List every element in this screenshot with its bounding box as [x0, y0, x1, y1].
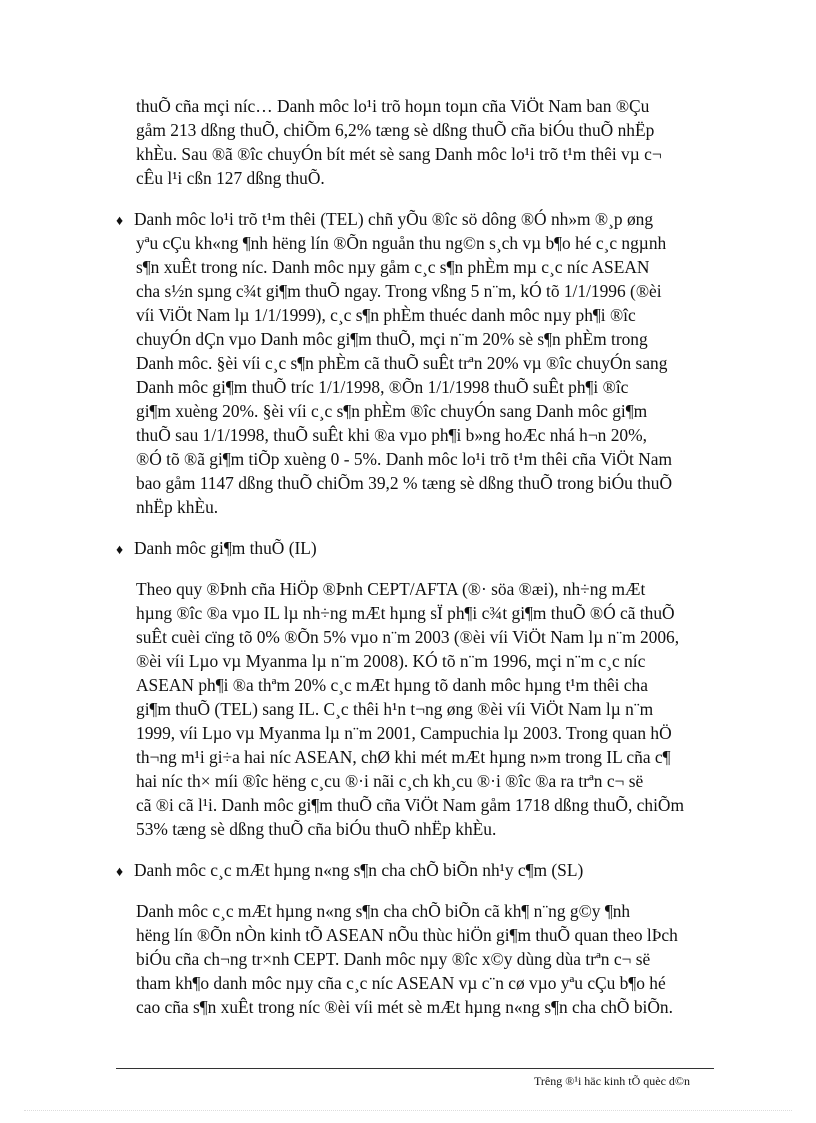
paragraph-line: ®Ó tõ ®ã gi¶m tiÕp xuèng 0 - 5%. Danh môc lo¹i trõ t¹m thêi cña ViÖt Nam: [136, 449, 673, 469]
paragraph-line: nhËp khÈu.: [136, 497, 219, 517]
paragraph-line: thuÕ cña mçi níc… Danh môc lo¹i trõ hoµn toµn cña ViÖt Nam ban ®Çu: [136, 96, 650, 116]
paragraph-line: khÈu. Sau ®ã ®îc chuyÓn bít mét sè sang Danh môc lo¹i trõ t¹m thêi vµ c¬: [136, 144, 662, 164]
paragraph-line: Danh môc c¸c mÆt hµng n«ng s¶n cha chÕ biÕn nh¹y c¶m (SL): [134, 860, 584, 880]
paragraph-line: thuÕ sau 1/1/1998, thuÕ suÊt khi ®a vµo ph¶i b»ng hoÆc nhá h¬n 20%,: [136, 425, 647, 445]
paragraph-indent: [136, 899, 736, 1019]
paragraph-line: yªu cÇu kh«ng ¶nh hëng lín ®Õn nguån thu ng©n s¸ch vµ b¶o hé c¸c ngµnh: [136, 233, 667, 253]
paragraph-line: cao cña s¶n xuÊt trong níc ®èi víi mét sè mÆt hµng n«ng s¶n cha chÕ biÕn.: [136, 997, 673, 1017]
paragraph-line: cã ®i cã l¹i. Danh môc gi¶m thuÕ cña ViÖt Nam gåm 1718 dßng thuÕ, chiÕm: [136, 795, 685, 815]
paragraph-line: biÓu cña ch¬ng tr×nh CEPT. Danh môc nµy ®îc x©y dùng dùa trªn c¬ së: [136, 949, 651, 969]
paragraph-line: chuyÓn dÇn vµo Danh môc gi¶m thuÕ, mçi n¨m 20% sè s¶n phÈm trong: [136, 329, 648, 349]
diamond-bullet-icon: ♦: [116, 543, 124, 558]
paragraph-line: gi¶m xuèng 20%. §èi víi c¸c s¶n phÈm ®îc chuyÓn sang Danh môc gi¶m: [136, 401, 648, 421]
paragraph-line: cÊu l¹i cßn 127 dßng thuÕ.: [136, 168, 325, 188]
diamond-bullet-icon: ♦: [116, 214, 124, 229]
paragraph-indent: [136, 577, 736, 841]
paragraph-bullet: [116, 207, 736, 519]
paragraph-line: gåm 213 dßng thuÕ, chiÕm 6,2% tæng sè dßng thuÕ cña biÓu thuÕ nhËp: [136, 120, 655, 140]
paragraph-line: gi¶m thuÕ (TEL) sang IL. C¸c thêi h¹n t¬ng øng ®èi víi ViÖt Nam lµ n¨m: [136, 699, 654, 719]
paragraph-line: th¬ng m¹i gi÷a hai níc ASEAN, chØ khi mét mÆt hµng n»m trong IL cña c¶: [136, 747, 671, 767]
paragraph-line: hëng lín ®Õn nÒn kinh tÕ ASEAN nÕu thùc hiÖn gi¶m thuÕ quan theo lÞch: [136, 925, 678, 945]
paragraph-line: Theo quy ®Þnh cña HiÖp ®Þnh CEPT/AFTA (®· söa ®æi), nh÷ng mÆt: [136, 579, 646, 599]
paragraph-line: Danh môc gi¶m thuÕ tríc 1/1/1998, ®Õn 1/1/1998 thuÕ suÊt ph¶i ®îc: [136, 377, 629, 397]
paragraph-line: Danh môc c¸c mÆt hµng n«ng s¶n cha chÕ biÕn cã kh¶ n¨ng g©y ¶nh: [136, 901, 631, 921]
page-edge: [24, 1110, 792, 1111]
paragraph-line: ASEAN ph¶i ®a thªm 20% c¸c mÆt hµng tõ danh môc hµng t¹m thêi cha: [136, 675, 648, 695]
paragraph-line: Danh môc gi¶m thuÕ (IL): [134, 538, 317, 558]
paragraph-line: 1999, víi Lµo vµ Myanma lµ n¨m 2001, Campuchia lµ 2003. Trong quan hÖ: [136, 723, 672, 743]
paragraph-line: víi ViÖt Nam lµ 1/1/1999), c¸c s¶n phÈm thuéc danh môc nµy ph¶i ®îc: [136, 305, 636, 325]
paragraph-line: bao gåm 1147 dßng thuÕ chiÕm 39,2 % tæng sè dßng thuÕ trong biÓu thuÕ: [136, 473, 673, 493]
paragraph-bullet: [116, 858, 736, 882]
paragraph-line: tham kh¶o danh môc nµy cña c¸c níc ASEAN vµ c¨n cø vµo yªu cÇu b¶o hé: [136, 973, 666, 993]
diamond-bullet-icon: ♦: [116, 865, 124, 880]
footer-text: Trêng ®¹i häc kinh tÕ quèc d©n: [534, 1074, 691, 1088]
paragraph-line: Danh môc. §èi víi c¸c s¶n phÈm cã thuÕ suÊt trªn 20% vµ ®îc chuyÓn sang: [136, 353, 668, 373]
footer-rule: [116, 1068, 714, 1069]
paragraph-line: hai níc th× míi ®îc hëng c¸cu ®·i nãi c¸ch kh¸cu ®·i ®îc ®a ra trªn c¬ së: [136, 771, 644, 791]
paragraph-line: cha s½n sµng c¾t gi¶m thuÕ ngay. Trong vßng 5 n¨m, kÓ tõ 1/1/1996 (®èi: [136, 281, 662, 301]
paragraph-line: hµng ®îc ®a vµo IL lµ nh÷ng mÆt hµng sÏ ph¶i c¾t gi¶m thuÕ ®Ó cã thuÕ: [136, 603, 675, 623]
document-body: [116, 94, 736, 1036]
paragraph-bullet: [116, 536, 736, 560]
paragraph-line: Danh môc lo¹i trõ t¹m thêi (TEL) chñ yÕu ®îc sö dông ®Ó nh»m ®¸p øng: [134, 209, 654, 229]
paragraph-continuation: [136, 94, 736, 190]
paragraph-line: suÊt cuèi cïng tõ 0% ®Õn 5% vµo n¨m 2003 (®èi víi ViÖt Nam lµ n¨m 2006,: [136, 627, 680, 647]
paragraph-line: s¶n xuÊt trong níc. Danh môc nµy gåm c¸c s¶n phÈm mµ c¸c níc ASEAN: [136, 257, 650, 277]
paragraph-line: ®èi víi Lµo vµ Myanma lµ n¨m 2008). KÓ tõ n¨m 1996, mçi n¨m c¸c níc: [136, 651, 646, 671]
paragraph-line: 53% tæng sè dßng thuÕ cña biÓu thuÕ nhËp khÈu.: [136, 819, 497, 839]
